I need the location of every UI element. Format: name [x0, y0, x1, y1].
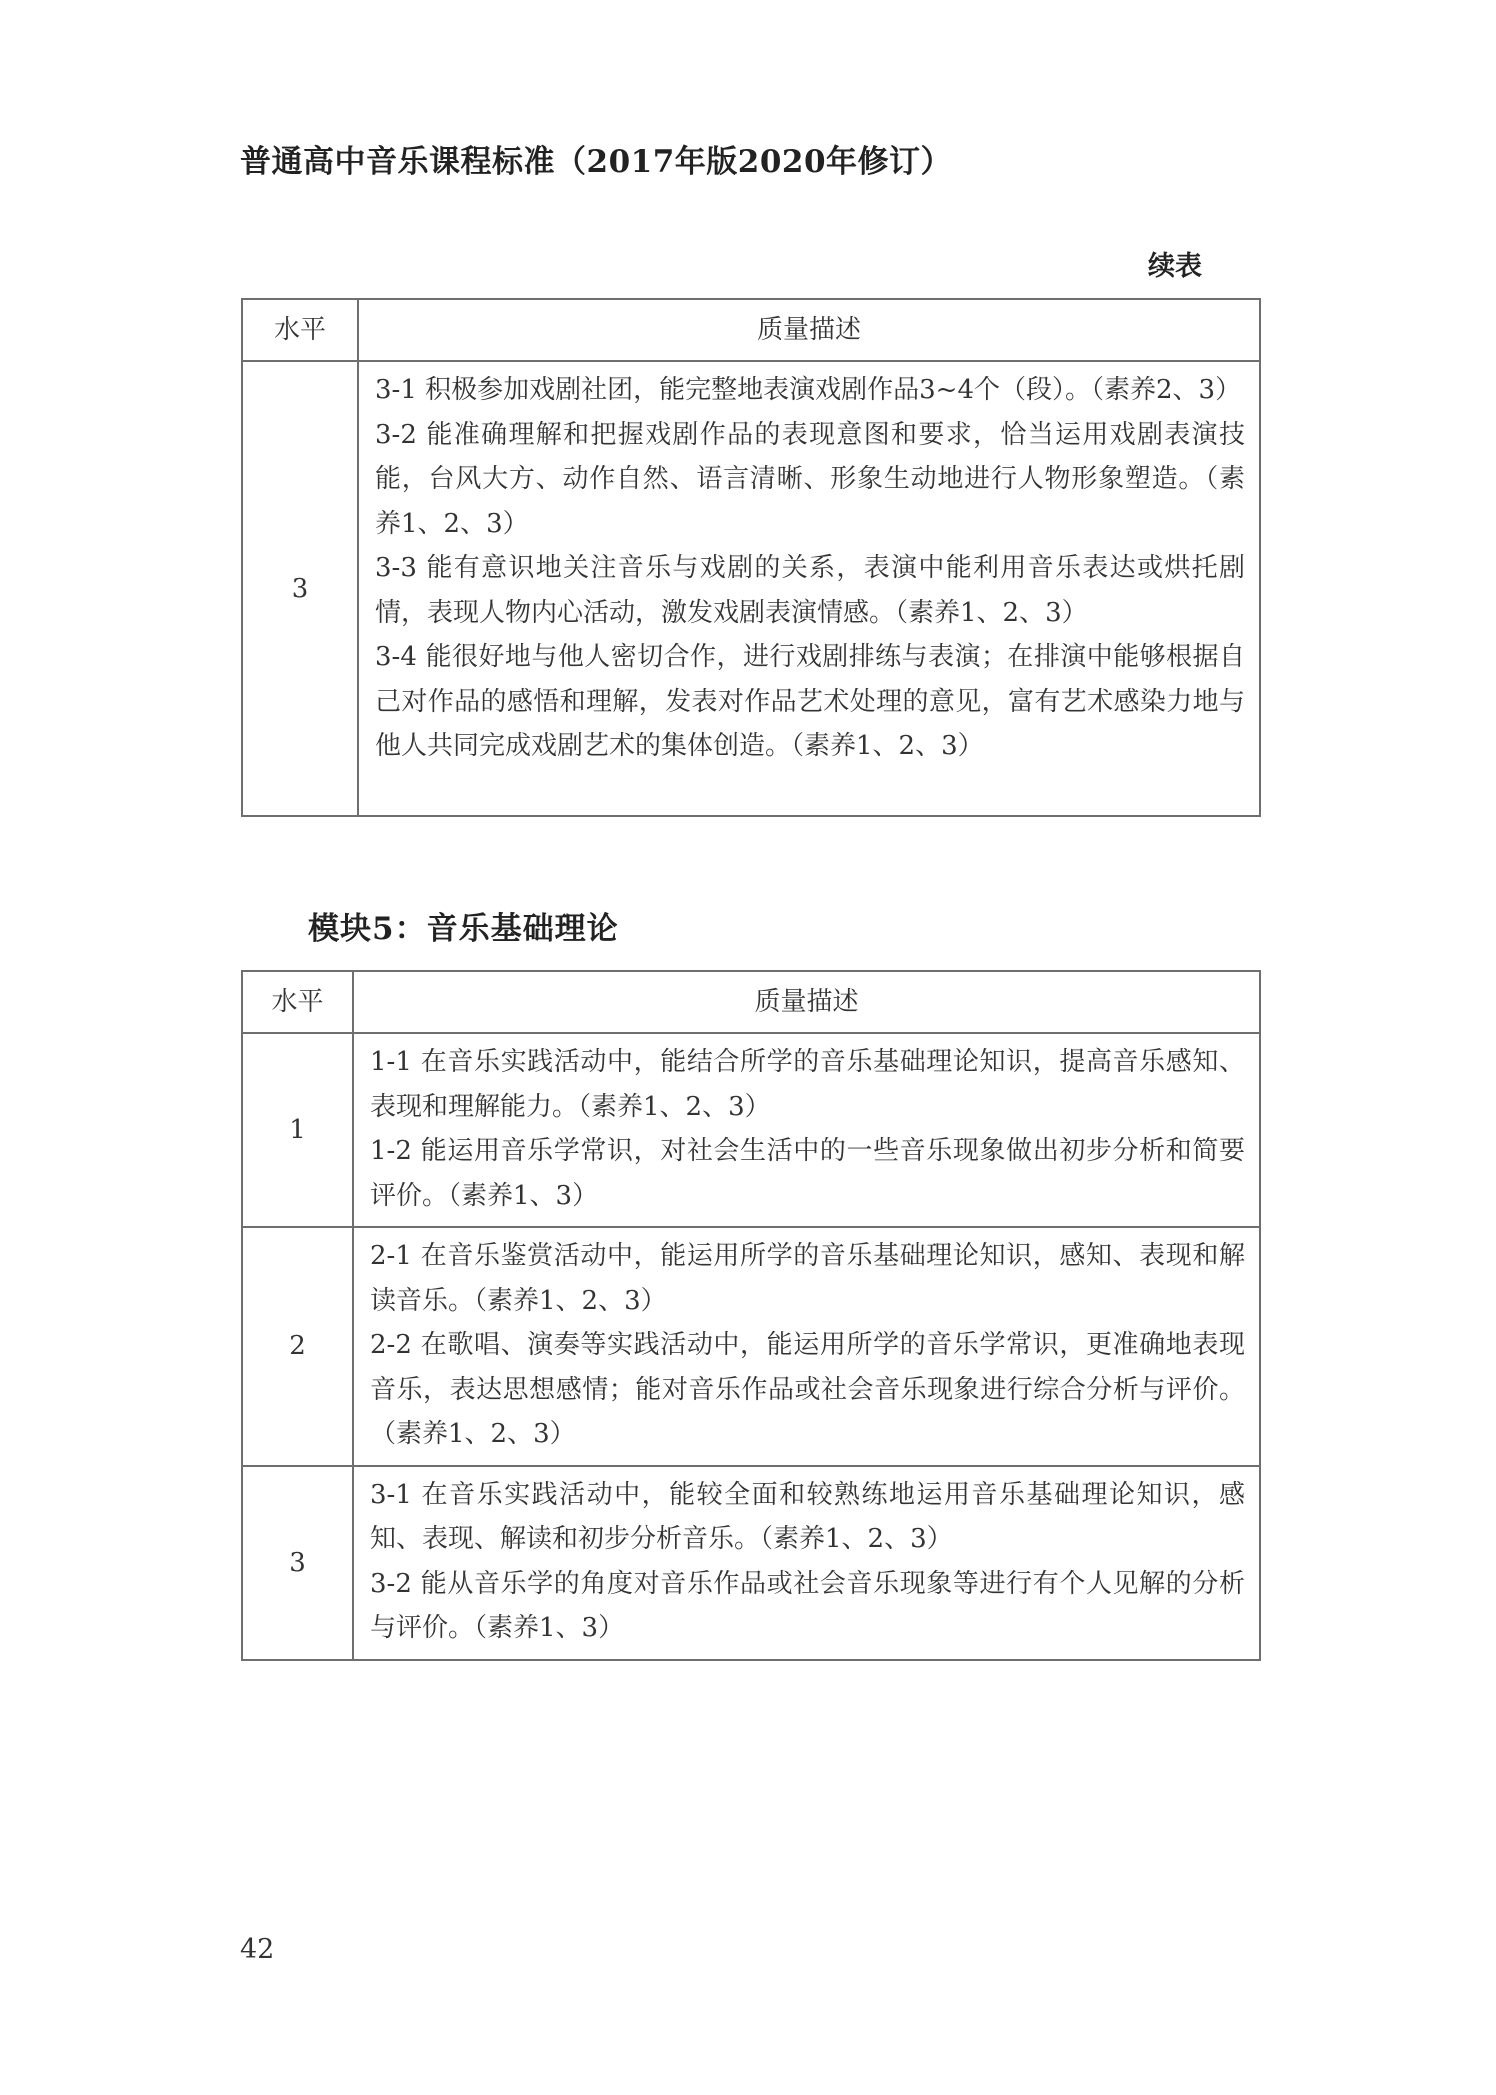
- table-row: [242, 1227, 1260, 1466]
- table-row: [242, 1033, 1260, 1227]
- running-head: 普通高中音乐课程标准（2017年版2020年修订）: [240, 144, 953, 180]
- description-item: 2-2 在歌唱、演奏等实践活动中，能运用所学的音乐学常识，更准确地表现音乐，表达思想感情；能对音乐作品或社会音乐现象进行综合分析与评价。（素养1、2、3）: [370, 1330, 1245, 1449]
- description-item: 3-2 能从音乐学的角度对音乐作品或社会音乐现象等进行有个人见解的分析与评价。（素养1、3）: [370, 1568, 1245, 1643]
- header-description: 质量描述: [358, 299, 1260, 361]
- description-cell: [353, 1227, 1260, 1466]
- table-row: [242, 1466, 1260, 1660]
- description-item: 3-3 能有意识地关注音乐与戏剧的关系，表演中能利用音乐表达或烘托剧情，表现人物内心活动，激发戏剧表演情感。（素养1、2、3）: [375, 553, 1245, 628]
- description-cell: [358, 361, 1260, 816]
- continued-label: 续表: [1148, 251, 1202, 282]
- header-level: 水平: [242, 299, 358, 361]
- table-row: [242, 361, 1260, 816]
- level-cell: 3: [242, 1466, 353, 1660]
- description-cell: [353, 1033, 1260, 1227]
- description-item: 3-1 在音乐实践活动中，能较全面和较熟练地运用音乐基础理论知识，感知、表现、解读和初步分析音乐。（素养1、2、3）: [370, 1479, 1245, 1554]
- page-number: 42: [240, 1934, 275, 1965]
- description-item: 1-2 能运用音乐学常识，对社会生活中的一些音乐现象做出初步分析和简要评价。（素养1、3）: [370, 1136, 1245, 1211]
- description-item: 3-4 能很好地与他人密切合作，进行戏剧排练与表演；在排演中能够根据自己对作品的感悟和理解，发表对作品艺术处理的意见，富有艺术感染力地与他人共同完成戏剧艺术的集体创造。（素养1、2、3）: [375, 642, 1245, 761]
- table-header-row: [242, 971, 1260, 1033]
- quality-table-music-theory: [241, 970, 1261, 1661]
- level-cell: 2: [242, 1227, 353, 1466]
- level-cell: 3: [242, 361, 358, 816]
- description-cell: [353, 1466, 1260, 1660]
- header-level: 水平: [242, 971, 353, 1033]
- description-item: 3-1 积极参加戏剧社团，能完整地表演戏剧作品3~4个（段）。（素养2、3）: [375, 375, 1242, 405]
- quality-table-drama: [241, 298, 1261, 817]
- level-cell: 1: [242, 1033, 353, 1227]
- description-item: 1-1 在音乐实践活动中，能结合所学的音乐基础理论知识，提高音乐感知、表现和理解能力。（素养1、2、3）: [370, 1047, 1245, 1122]
- description-item: 3-2 能准确理解和把握戏剧作品的表现意图和要求，恰当运用戏剧表演技能，台风大方、动作自然、语言清晰、形象生动地进行人物形象塑造。（素养1、2、3）: [375, 419, 1245, 539]
- module-title: 模块5：音乐基础理论: [308, 911, 619, 947]
- header-description: 质量描述: [353, 971, 1260, 1033]
- description-item: 2-1 在音乐鉴赏活动中，能运用所学的音乐基础理论知识，感知、表现和解读音乐。（素养1、2、3）: [370, 1241, 1245, 1316]
- table-header-row: [242, 299, 1260, 361]
